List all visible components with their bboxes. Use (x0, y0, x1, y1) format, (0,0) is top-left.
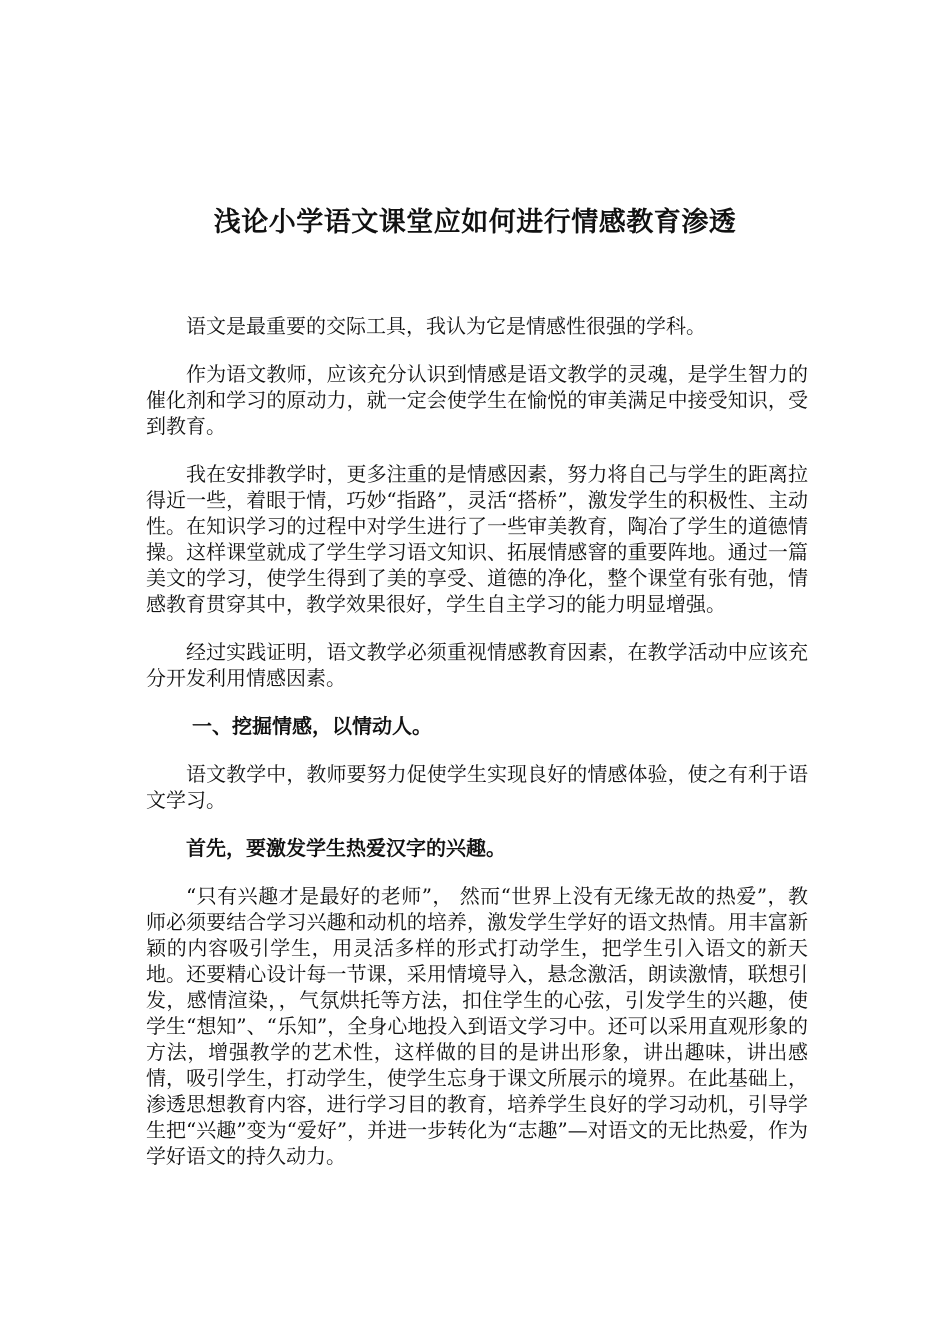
paragraph-3: 我在安排教学时，更多注重的是情感因素，努力将自己与学生的距离拉得近一些，着眼于情，巧妙“指路”，灵活“搭桥”，激发学生的积极性、主动性。在知识学习的过程中对学生进行了一些审美教育，陶冶了学生的道德情操。这样课堂就成了学生学习语文知识、拓展情感窨的重要阵地。通过一篇美文的学习，使学生得到了美的享受、道德的净化，整个课堂有张有弛，情感教育贯穿其中，教学效果很好，学生自主学习的能力明显增强。 (146, 462, 808, 616)
document-title: 浅论小学语文课堂应如何进行情感教育渗透 (213, 207, 737, 238)
paragraph-2: 作为语文教师，应该充分认识到情感是语文教学的灵魂，是学生智力的催化剂和学习的原动力，就一定会使学生在愉悦的审美满足中接受知识，受到教育。 (146, 362, 808, 438)
paragraph-6: “只有兴趣才是最好的老师”， 然而“世界上没有无缘无故的热爱”，教师必须要结合学习兴趣和动机的培养，激发学生学好的语文热情。用丰富新颖的内容吸引学生，用灵活多样的形式打动学生，把学生引入语文的新天地。还要精心设计每一节课，采用情境导入，悬念激活，朗读激情，联想引发，感情渲染，，气氛烘托等方法，扣住学生的心弦，引发学生的兴趣，使学生“想知”、“乐知”，全身心地投入到语文学习中。还可以采用直观形象的方法，增强教学的艺术性，这样做的目的是讲出形象，讲出趣味，讲出感情，吸引学生，打动学生，使学生忘身于课文所展示的境界。在此基础上，渗透思想教育内容，进行学习目的教育，培养学生良好的学习动机，引导学生把“兴趣”变为“爱好”，并进一步转化为“志趣”—对语文的无比热爱，作为学好语文的持久动力。 (146, 884, 808, 1168)
paragraph-1: 语文是最重要的交际工具，我认为它是情感性很强的学科。 (186, 314, 706, 338)
paragraph-5: 语文教学中，教师要努力促使学生实现良好的情感体验，使之有利于语文学习。 (146, 762, 808, 812)
document-body (146, 313, 808, 1191)
paragraph-4: 经过实践证明，语文教学必须重视情感教育因素，在教学活动中应该充分开发利用情感因素。 (146, 640, 808, 690)
subheading-1: 首先，要激发学生热爱汉字的兴趣。 (186, 836, 506, 860)
section-heading-1: 一、挖掘情感，以情动人。 (192, 714, 432, 738)
